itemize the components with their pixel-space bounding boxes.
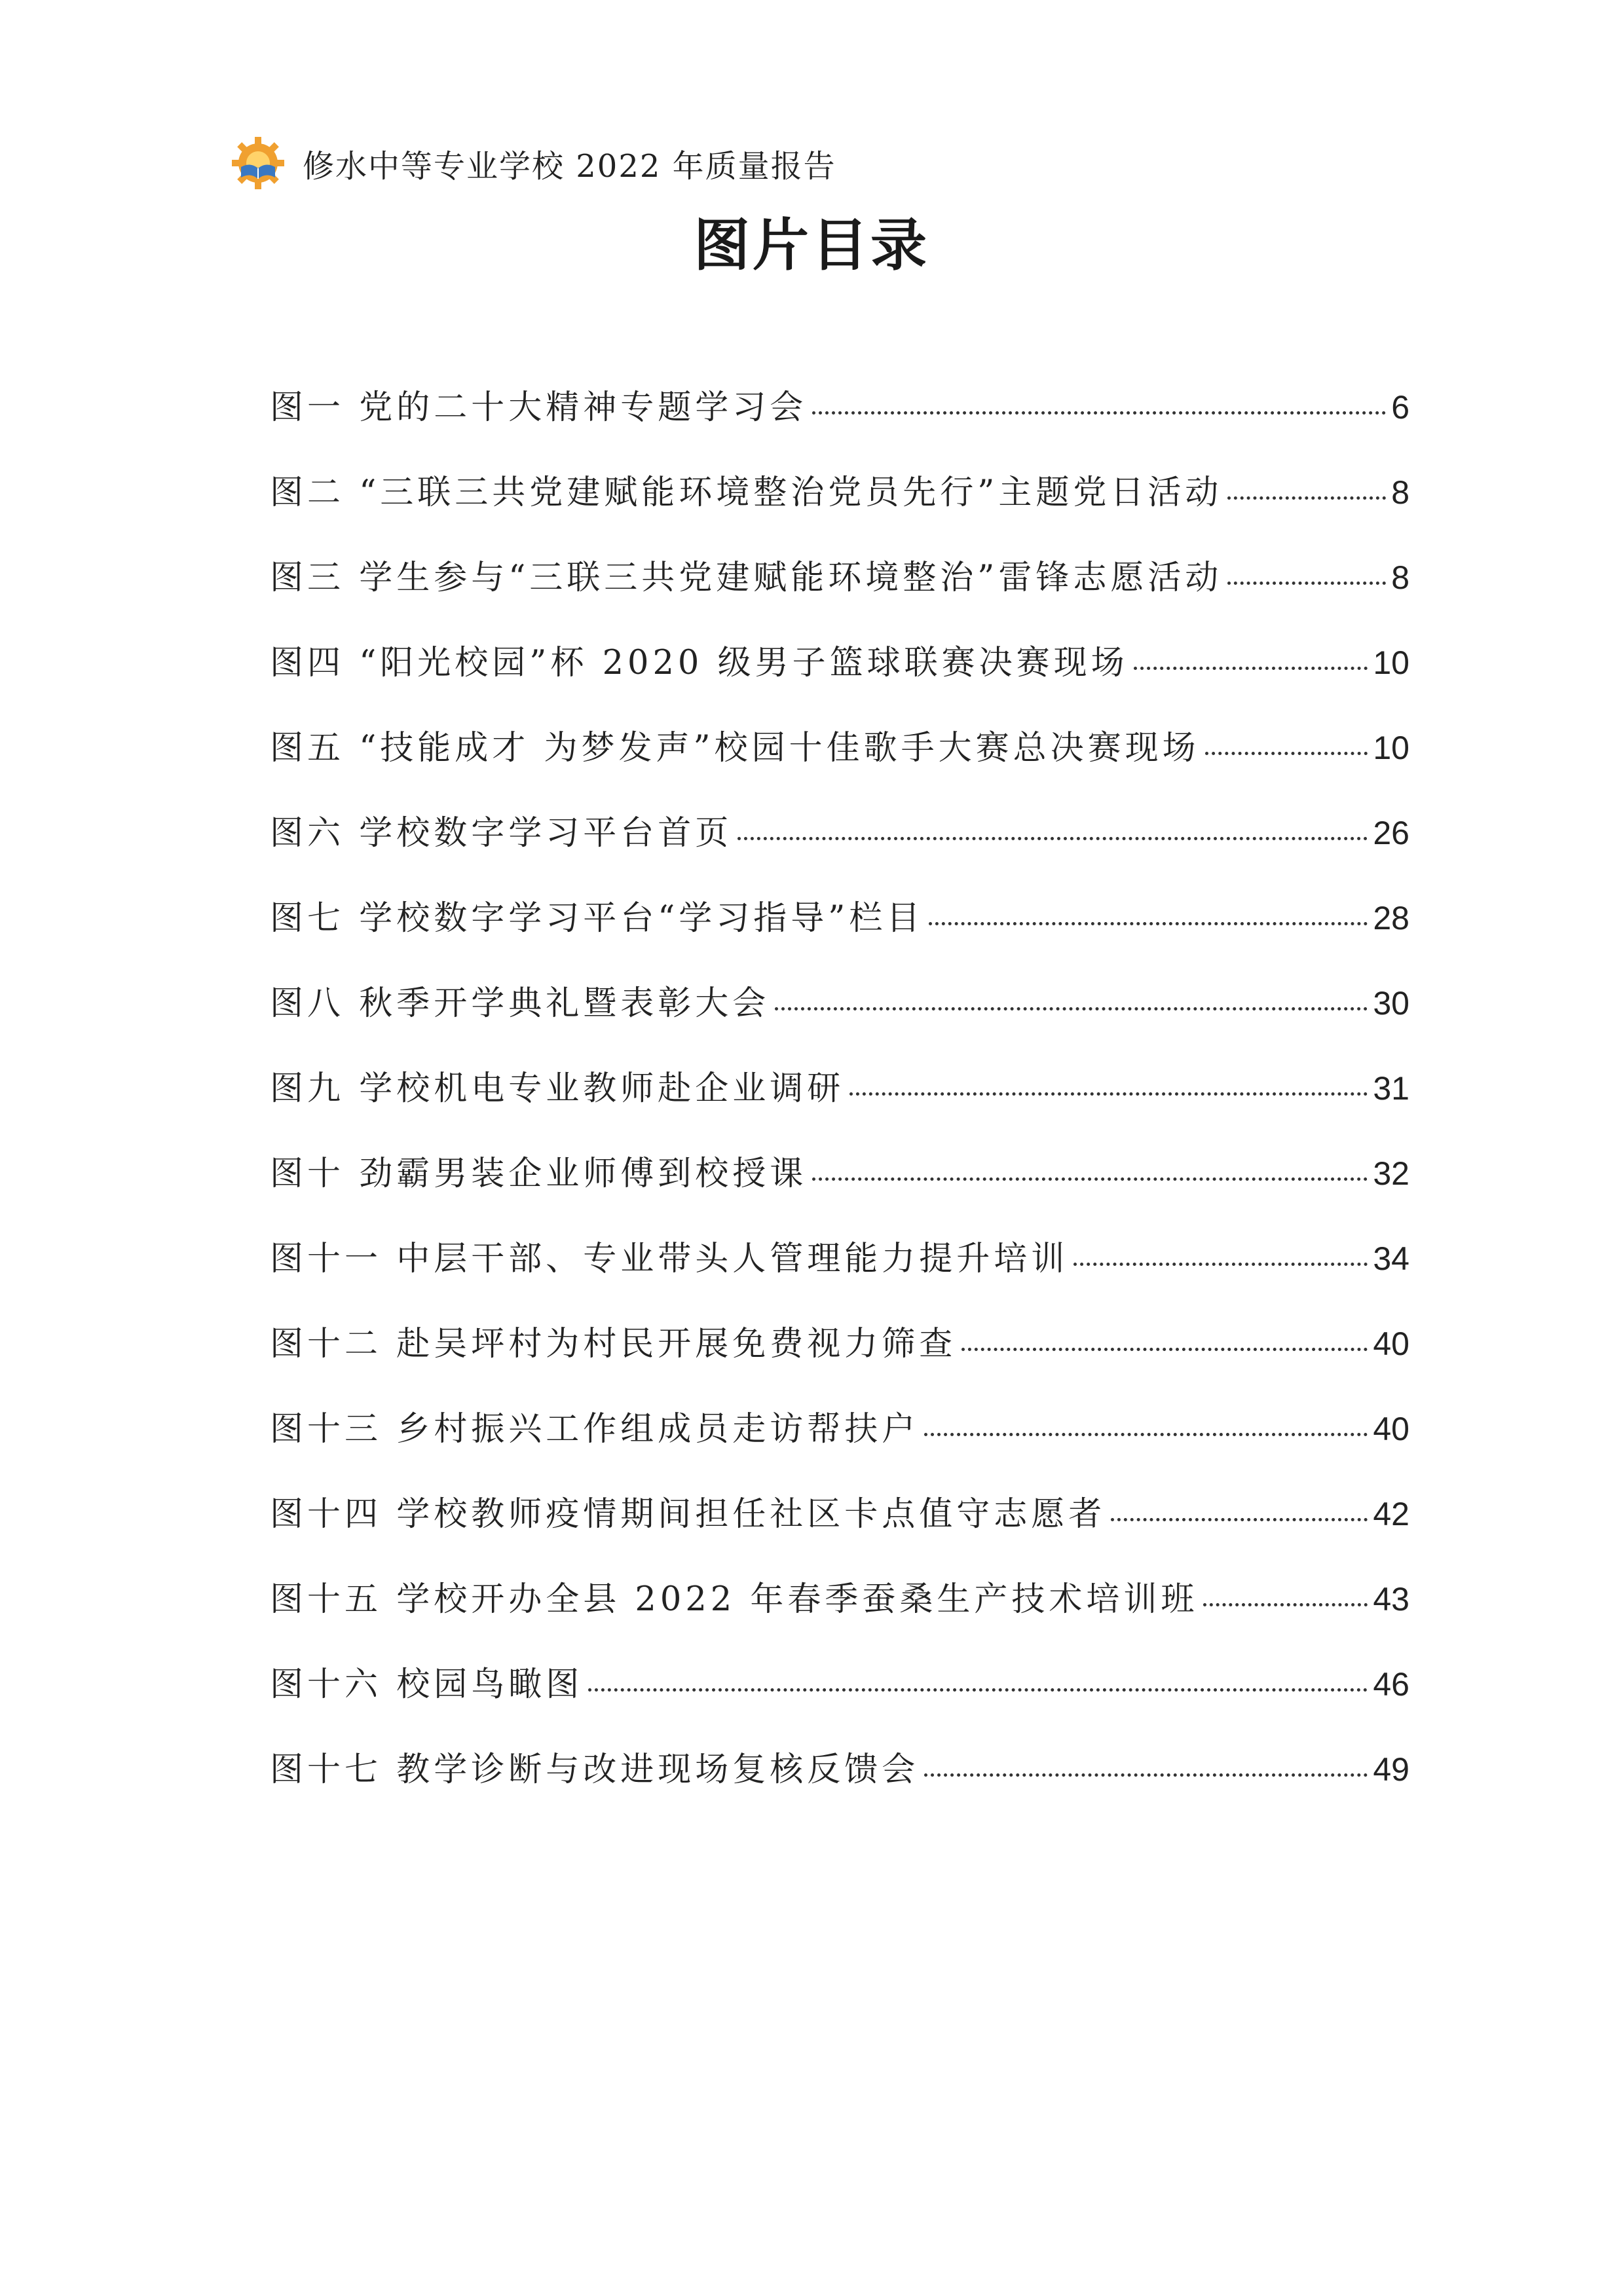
toc-entry-page-number: 49 (1373, 1751, 1409, 1788)
dot-leader (1111, 1518, 1368, 1521)
toc-entry-page-number: 8 (1391, 559, 1409, 596)
dot-leader (1227, 496, 1386, 500)
toc-entry-page-number: 10 (1373, 644, 1409, 681)
dot-leader (1205, 752, 1368, 755)
toc-entry-label: 图四 “阳光校园”杯 2020 级男子篮球联赛决赛现场 (270, 644, 1129, 682)
dot-leader (1073, 1263, 1368, 1266)
dot-leader (1227, 582, 1386, 585)
dot-leader (737, 837, 1368, 840)
toc-entry-page-number: 28 (1373, 900, 1409, 936)
toc-entry-page-number: 31 (1373, 1070, 1409, 1107)
toc-entry-page-number: 32 (1373, 1155, 1409, 1192)
dot-leader (1134, 667, 1368, 670)
dot-leader (924, 1773, 1368, 1777)
toc-entry[interactable] (270, 1572, 1409, 1657)
toc-entry-page-number: 42 (1373, 1496, 1409, 1532)
toc-entry-page-number: 8 (1391, 474, 1409, 511)
toc-entry[interactable] (270, 805, 1409, 891)
toc-entry[interactable] (270, 1316, 1409, 1401)
toc-entry-label: 图九 学校机电专业教师赴企业调研 (270, 1069, 845, 1108)
toc-entry-page-number: 26 (1373, 815, 1409, 851)
toc-entry[interactable] (270, 1146, 1409, 1231)
toc-entry[interactable] (270, 1487, 1409, 1572)
dot-leader (775, 1007, 1368, 1010)
toc-entry-label: 图十七 教学诊断与改进现场复核反馈会 (270, 1750, 920, 1789)
toc-entry[interactable] (270, 635, 1409, 720)
toc-entry-page-number: 43 (1373, 1581, 1409, 1618)
toc-entry-page-number: 34 (1373, 1240, 1409, 1277)
toc-entry-label: 图十五 学校开办全县 2022 年春季蚕桑生产技术培训班 (270, 1580, 1199, 1619)
toc-entry-label: 图三 学生参与“三联三共党建赋能环境整治”雷锋志愿活动 (270, 559, 1223, 597)
school-emblem-icon (231, 136, 286, 191)
dot-leader (929, 922, 1368, 925)
toc-entry[interactable] (270, 550, 1409, 635)
toc-entry-page-number: 10 (1373, 730, 1409, 766)
toc-entry-label: 图十四 学校教师疫情期间担任社区卡点值守志愿者 (270, 1495, 1106, 1534)
toc-entry-label: 图一 党的二十大精神专题学习会 (270, 388, 808, 427)
dot-leader (812, 411, 1386, 415)
toc-entry[interactable] (270, 1231, 1409, 1316)
dot-leader (849, 1092, 1368, 1096)
dot-leader (1203, 1603, 1368, 1606)
dot-leader (961, 1348, 1368, 1351)
toc-entry-page-number: 30 (1373, 985, 1409, 1022)
toc-entry[interactable] (270, 891, 1409, 976)
dot-leader (812, 1177, 1368, 1181)
toc-entry[interactable] (270, 1657, 1409, 1742)
toc-entry-label: 图十三 乡村振兴工作组成员走访帮扶户 (270, 1410, 920, 1449)
toc-entry-label: 图六 学校数字学习平台首页 (270, 814, 733, 853)
dot-leader (588, 1688, 1368, 1692)
page-title: 图片目录 (694, 213, 929, 278)
toc-entry[interactable] (270, 1401, 1409, 1487)
toc-entry[interactable] (270, 976, 1409, 1061)
toc-entry-label: 图七 学校数字学习平台“学习指导”栏目 (270, 899, 924, 938)
toc-entry[interactable] (270, 1742, 1409, 1827)
toc-entry-label: 图十六 校园鸟瞰图 (270, 1665, 584, 1704)
header-title: 修水中等专业学校 2022 年质量报告 (303, 147, 836, 185)
toc-entry[interactable] (270, 465, 1409, 550)
toc-entry[interactable] (270, 1061, 1409, 1146)
toc-entry-label: 图八 秋季开学典礼暨表彰大会 (270, 984, 770, 1023)
dot-leader (924, 1433, 1368, 1436)
toc-entry-page-number: 6 (1391, 389, 1409, 426)
toc-entry[interactable] (270, 720, 1409, 805)
toc-entry-label: 图五 “技能成才 为梦发声”校园十佳歌手大赛总决赛现场 (270, 729, 1200, 768)
toc-entry-page-number: 40 (1373, 1325, 1409, 1362)
toc-entry-label: 图十 劲霸男装企业师傅到校授课 (270, 1155, 808, 1193)
page-header (231, 135, 836, 191)
toc-entry-page-number: 46 (1373, 1666, 1409, 1703)
toc-entry-label: 图二 “三联三共党建赋能环境整治党员先行”主题党日活动 (270, 473, 1223, 512)
toc-entry-label: 图十二 赴吴坪村为村民开展免费视力筛查 (270, 1325, 957, 1363)
toc-entry[interactable] (270, 380, 1409, 465)
figure-list (270, 380, 1409, 1827)
toc-entry-label: 图十一 中层干部、专业带头人管理能力提升培训 (270, 1240, 1069, 1278)
toc-entry-page-number: 40 (1373, 1411, 1409, 1447)
